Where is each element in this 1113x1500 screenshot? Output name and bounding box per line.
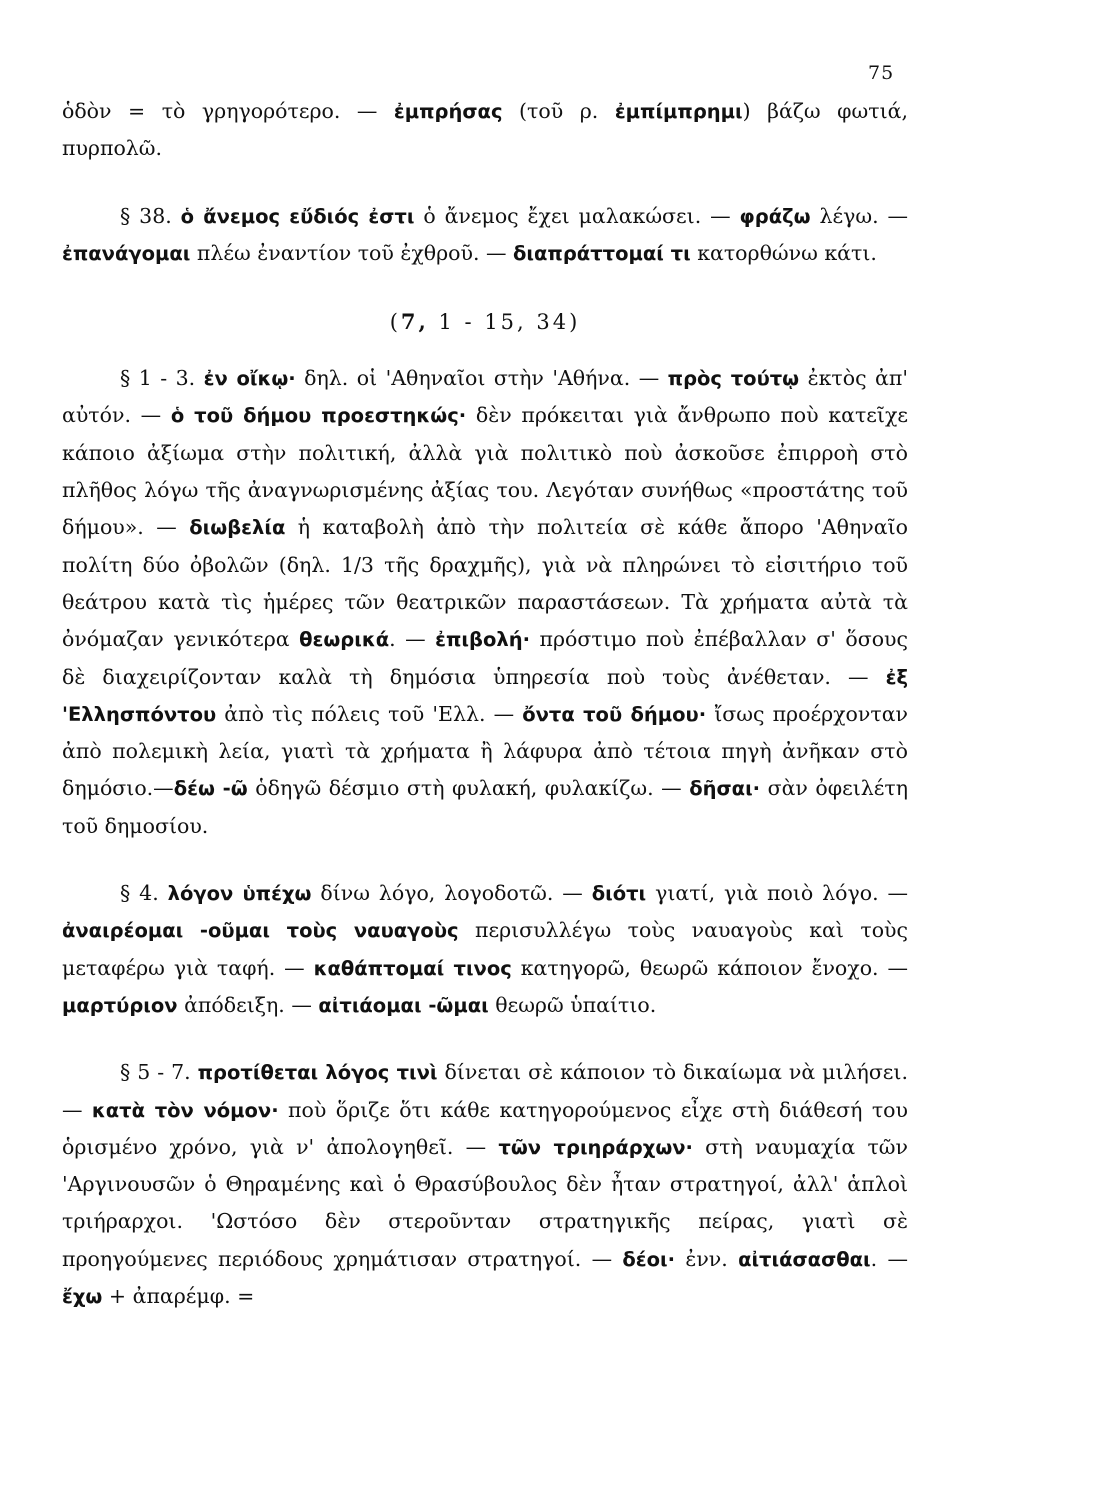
text-run: ὁδὸν = τὸ γρηγορότερο. — — [62, 99, 394, 123]
headword: διότι — [591, 882, 647, 906]
headword: διωβελία — [189, 516, 286, 540]
headword: δέοι· — [622, 1247, 676, 1271]
text-run: στὴ ναυμαχία τῶν 'Αργινουσῶν ὁ Θηραμένης καὶ ὁ Θρασύβουλος δὲν ἦταν στρατηγοί, ἀλλ' ἁπλοὶ τριήραρχοι. 'Ωστόσο δὲν στεροῦνταν στρατηγικῆς πείρας, γιατὶ σὲ προηγούμενες περιόδους χρημάτισαν στρατηγοί. — — [62, 1134, 908, 1271]
chapter-ref-open: ( — [389, 310, 401, 335]
text-run: περισυλλέγω τοὺς ναυαγοὺς καὶ τοὺς μεταφέρω γιὰ ταφή. — — [62, 918, 908, 980]
text-run: ἐνν. — [675, 1246, 739, 1271]
text-run: δίνεται σὲ κάποιον τὸ δικαίωμα νὰ μιλήσει. — — [62, 1060, 908, 1122]
text-run: § 4. — [120, 881, 168, 906]
headword: δῆσαι· — [689, 777, 761, 801]
headword: ὁ ἄνεμος εὔδιός ἐστι — [180, 204, 415, 228]
headword: ἐμπρήσας — [393, 100, 503, 123]
text-run: ἀπόδειξη. — — [177, 992, 319, 1017]
headword: καθάπτομαί τινος — [313, 956, 512, 980]
text-run: θεωρῶ ὑπαίτιο. — [488, 992, 657, 1017]
text-run: ἴσως προέρχονταν ἀπὸ πολεμικὴ λεία, γιατὶ τὰ χρήματα ἢ λάφυρα ἀπὸ τέτοια πηγὴ ἀνῆκαν στὸ δημόσιο.— — [62, 701, 909, 801]
text-run: ὁ ἄνεμος ἔχει μαλακώσει. — — [414, 203, 740, 228]
chapter-reference — [62, 309, 908, 334]
headword: διαπράττομαί τι — [513, 241, 691, 265]
text-run: (τοῦ ρ. — [502, 99, 615, 123]
text-run: δηλ. οἱ 'Αθηναῖοι στὴν 'Αθήνα. — — [295, 366, 668, 391]
headword: ὄντα τοῦ δήμου· — [522, 702, 707, 726]
text-run: δὲν πρόκειται γιὰ ἄνθρωπο ποὺ κατεῖχε κάποιο ἀξίωμα στὴν πολιτική, ἀλλὰ γιὰ πολιτικὸ ποὺ ἀσκοῦσε ἐπιρροὴ στὸ πλῆθος λόγω τῆς ἀναγνωρισμένης ἀξίας του. Λεγόταν συνήθως «προστάτης τοῦ δήμου». — — [62, 403, 908, 540]
paragraph-4 — [62, 875, 908, 1024]
text-run: δίνω λόγο, λογοδοτῶ. — — [311, 881, 592, 906]
text-run: ἡ καταβολὴ ἀπὸ τὴν πολιτεία σὲ κάθε ἄπορο 'Αθηναῖο πολίτη δύο ὀβολῶν (δηλ. 1/3 τῆς δραχμῆς), γιὰ νὰ πληρώνει τὸ εἰσιτήριο τοῦ θεάτρου κατὰ τὶς ἡμέρες τῶν θεατρικῶν παραστάσεων. Τὰ χρήματα αὐτὰ τὰ ὀνόμαζαν γενικότερα — [62, 515, 908, 652]
paragraph-5-7 — [62, 1054, 908, 1315]
chapter-ref-num: 7, — [400, 309, 429, 335]
text-run: λέγω. — — [810, 203, 908, 228]
headword: δέω -ῶ — [173, 777, 248, 801]
text-run: ἐκτὸς ἀπ' αὐτόν. — — [62, 366, 908, 428]
text-run: πρόστιμο ποὺ ἐπέβαλλαν σ' ὅσους δὲ διαχειρίζονταν καλὰ τὴ δημόσια ὑπηρεσία ποὺ τοὺς ἀνέθεταν. — — [62, 627, 908, 689]
headword: τῶν τριηράρχων· — [498, 1135, 693, 1159]
text-run: . — — [870, 1246, 908, 1271]
text-run: γιατί, γιὰ ποιὸ λόγο. — — [646, 881, 908, 906]
headword: ἐπανάγομαι — [62, 241, 191, 265]
headword: ὁ τοῦ δήμου προεστηκώς· — [170, 404, 467, 428]
headword: φράζω — [739, 204, 811, 228]
headword: ἐμπίμπρημι — [614, 100, 743, 123]
headword: ἔχω — [62, 1285, 103, 1309]
text-run: § 5 - 7. — [120, 1060, 198, 1085]
page-number: 75 — [868, 62, 895, 84]
chapter-ref-range: 1 - 15, 34) — [438, 310, 581, 335]
headword: λόγον ὑπέχω — [167, 882, 312, 906]
paragraph-1 — [62, 93, 908, 168]
text-run: πλέω ἐναντίον τοῦ ἐχθροῦ. — — [190, 240, 514, 265]
text-run: + ἀπαρέμφ. = — [102, 1284, 255, 1309]
text-run: ) βάζω φωτιά, πυρπολῶ. — [62, 99, 908, 161]
headword: ἀναιρέομαι -οῦμαι τοὺς ναυαγοὺς — [62, 919, 459, 943]
text-run: ἀπὸ τὶς πόλεις τοῦ 'Ελλ. — — [216, 701, 523, 726]
headword: ἐν οἴκῳ· — [203, 367, 296, 391]
headword: ἐξ 'Ελλησπόντου — [62, 665, 908, 726]
text-run: . — — [389, 627, 436, 652]
headword: αἰτιάσασθαι — [738, 1247, 871, 1271]
paragraph-1-3 — [62, 360, 908, 845]
text-run: § 38. — [120, 203, 181, 228]
text-run: ὁδηγῶ δέσμιο στὴ φυλακή, φυλακίζω. — — [247, 776, 690, 801]
headword: μαρτύριον — [62, 993, 178, 1017]
headword: πρὸς τούτῳ — [667, 367, 800, 391]
text-run: ποὺ ὅριζε ὅτι κάθε κατηγορούμενος εἶχε στὴ διάθεσή του ὁρισμένο χρόνο, γιὰ ν' ἀπολογηθεῖ. — — [62, 1097, 908, 1159]
headword: προτίθεται λόγος τινὶ — [197, 1061, 438, 1085]
headword: κατὰ τὸν νόμον· — [91, 1098, 279, 1122]
headword: αἰτιάομαι -ῶμαι — [318, 993, 489, 1017]
text-run: σὰν ὀφειλέτη τοῦ δημοσίου. — [62, 776, 909, 838]
paragraph-38 — [62, 198, 908, 273]
text-run: κατορθώνω κάτι. — [690, 240, 877, 265]
headword: ἐπιβολή· — [435, 628, 531, 652]
page-body — [62, 93, 908, 1315]
text-run: § 1 - 3. — [120, 366, 204, 391]
text-run: κατηγορῶ, θεωρῶ κάποιον ἔνοχο. — — [511, 955, 908, 980]
headword: θεωρικά — [299, 628, 390, 652]
